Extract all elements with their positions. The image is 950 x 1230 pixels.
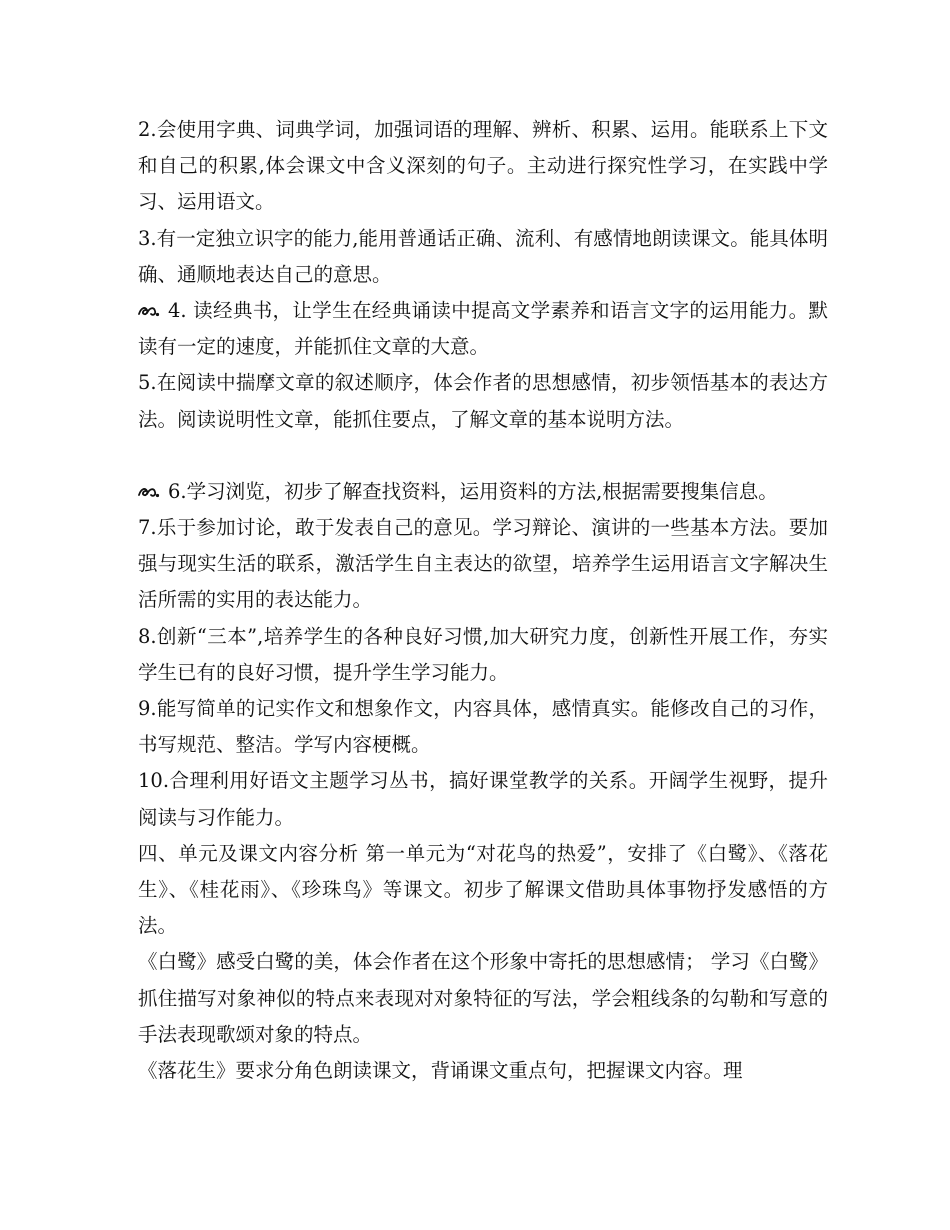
ornament-bullet-icon xyxy=(138,304,160,318)
paragraph-text: 《落花生》要求分角色朗读课文，背诵课文重点句，把握课文内容。理 xyxy=(138,1059,743,1083)
paragraph-text: 2.会使用字典、词典学词，加强词语的理解、辨析、积累、运用。能联系上下文和自己的积累,体会课文中含义深刻的句子。主动进行探究性学习，在实践中学习、运用语文。 xyxy=(138,118,828,214)
paragraph-item-4 xyxy=(138,293,828,365)
document-body xyxy=(138,112,828,1089)
paragraph-text: 10.合理利用好语文主题学习丛书，搞好课堂教学的关系。开阔学生视野，提升阅读与习作能力。 xyxy=(138,769,828,829)
section-heading-unit-analysis xyxy=(138,836,828,945)
paragraph-text: 《白鹭》感受白鹭的美，体会作者在这个形象中寄托的思想感情； 学习《白鹭》抓住描写对象神似的特点来表现对对象特征的写法，学会粗线条的勾勒和写意的手法表现歌颂对象的特点。 xyxy=(138,950,828,1046)
paragraph-text: 4. 读经典书，让学生在经典诵读中提高文学素养和语言文字的运用能力。默读有一定的速度，并能抓住文章的大意。 xyxy=(138,299,828,359)
paragraph-item-3 xyxy=(138,221,828,293)
paragraph-item-2 xyxy=(138,112,828,221)
paragraph-item-8 xyxy=(138,619,828,691)
paragraph-text: 7.乐于参加讨论，敢于发表自己的意见。学习辩论、演讲的一些基本方法。要加强与现实生活的联系，激活学生自主表达的欲望，培养学生运用语言文字解决生活所需的实用的表达能力。 xyxy=(138,516,828,612)
paragraph-text: 5.在阅读中揣摩文章的叙述顺序，体会作者的思想感情，初步领悟基本的表达方法。阅读说明性文章，能抓住要点，了解文章的基本说明方法。 xyxy=(138,371,828,431)
paragraph-item-6 xyxy=(138,474,828,510)
paragraph-item-5 xyxy=(138,365,828,437)
paragraph-text: 3.有一定独立识字的能力,能用普通话正确、流利、有感情地朗读课文。能具体明确、通顺地表达自己的意思。 xyxy=(138,226,828,286)
paragraph-text: 6.学习浏览，初步了解查找资料，运用资料的方法,根据需要搜集信息。 xyxy=(168,479,778,503)
paragraph-item-7 xyxy=(138,510,828,619)
paragraph-text: 8.创新“三本”,培养学生的各种良好习惯,加大研究力度，创新性开展工作，夯实学生已有的良好习惯，提升学生学习能力。 xyxy=(138,624,828,684)
paragraph-item-10 xyxy=(138,763,828,835)
paragraph-text: 四、单元及课文内容分析 第一单元为“对花鸟的热爱”，安排了《白鹭》、《落花生》、《桂花雨》、《珍珠鸟》等课文。初步了解课文借助具体事物抒发感悟的方法。 xyxy=(138,841,828,938)
paragraph-text: 9.能写简单的记实作文和想象作文，内容具体，感情真实。能修改自己的习作，书写规范、整洁。学写内容梗概。 xyxy=(138,697,828,757)
paragraph-gap xyxy=(138,438,828,474)
paragraph-item-9 xyxy=(138,691,828,763)
ornament-bullet-icon xyxy=(138,485,160,499)
paragraph-luohuasheng xyxy=(138,1053,828,1089)
paragraph-bailu xyxy=(138,944,828,1053)
